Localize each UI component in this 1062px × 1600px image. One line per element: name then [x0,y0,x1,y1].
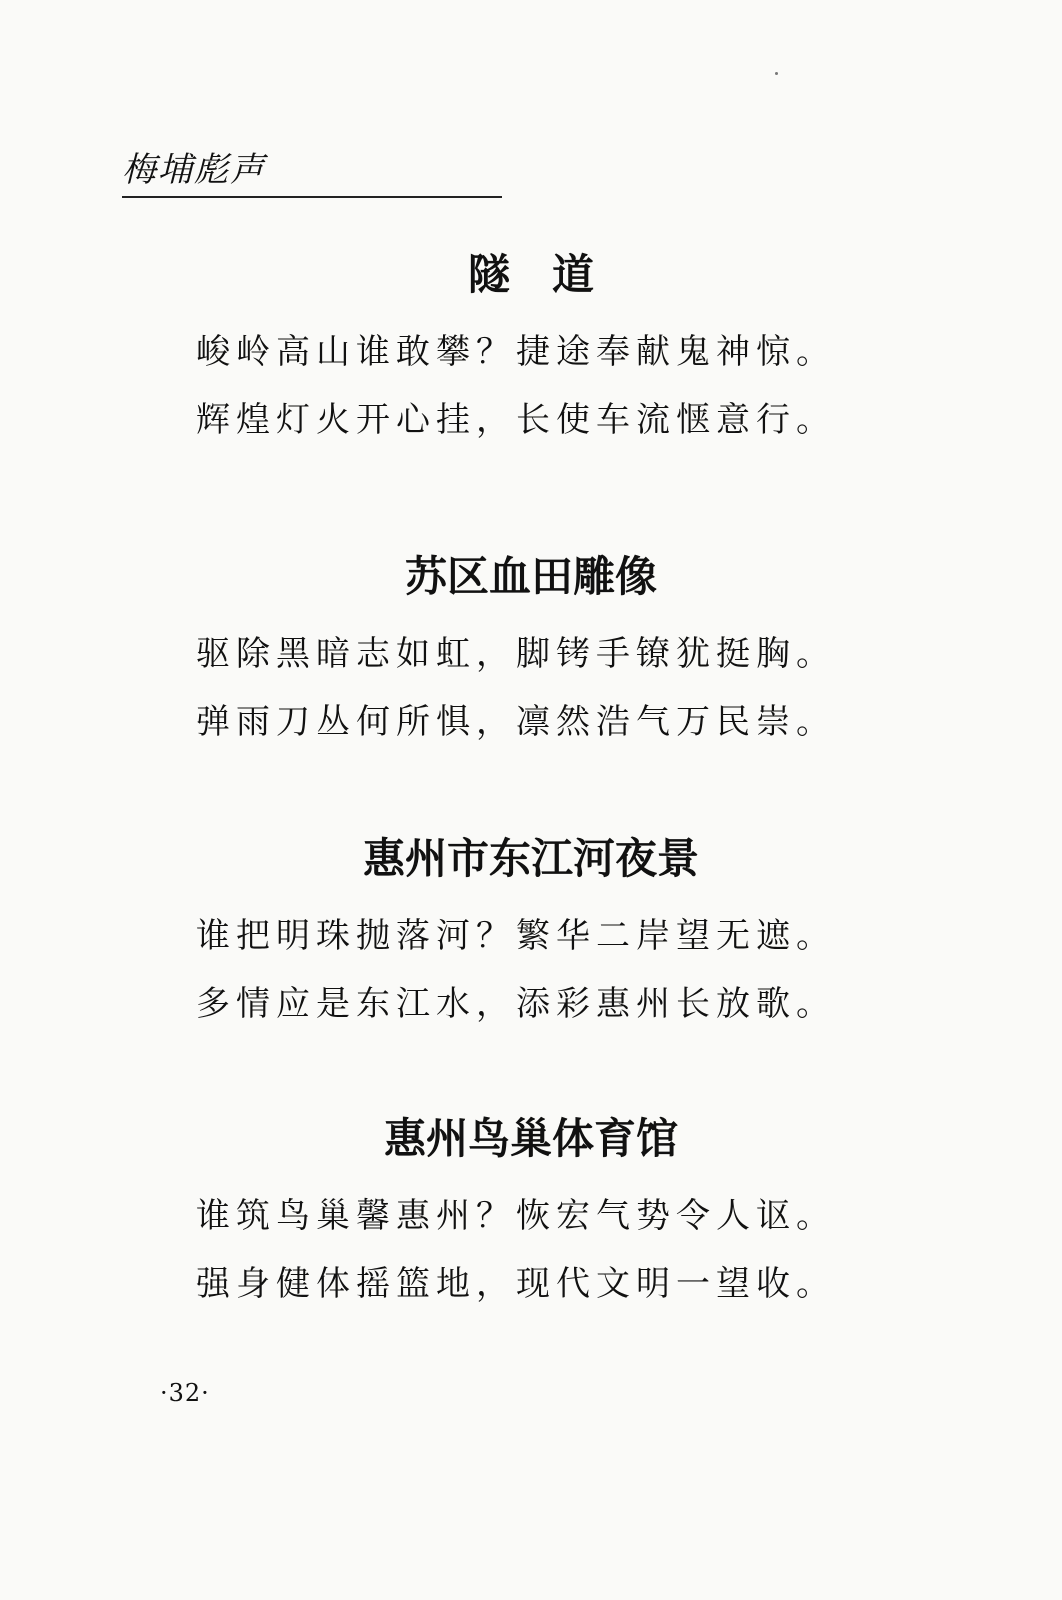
paper-speck [775,72,778,75]
poem-dongjiang-night-view [196,834,856,1024]
poem-tunnel [196,250,856,440]
header-rule [122,196,502,198]
poem-birds-nest-stadium [196,1114,856,1304]
poem-line: 驱除黑暗志如虹，脚铐手镣犹挺胸。 [196,634,836,674]
poem-title: 惠州鸟巢体育馆 [383,1114,678,1163]
poem-line: 谁把明珠抛落河？繁华二岸望无遮。 [196,916,836,956]
poem-soviet-area-statue [196,552,856,742]
book-title: 梅埔彪声 [122,150,266,190]
poem-line: 强身健体摇篮地，现代文明一望收。 [196,1264,836,1304]
poem-line: 辉煌灯火开心挂，长使车流惬意行。 [196,400,836,440]
poem-title: 苏区血田雕像 [404,552,657,601]
poem-line: 多情应是东江水，添彩惠州长放歌。 [196,984,836,1024]
poem-title: 隧 道 [467,250,594,299]
poem-line: 谁筑鸟巢馨惠州？恢宏气势令人讴。 [196,1196,836,1236]
poem-line: 峻岭高山谁敢攀？捷途奉献鬼神惊。 [196,332,836,372]
poem-line: 弹雨刀丛何所惧，凛然浩气万民崇。 [196,702,836,742]
poem-title: 惠州市东江河夜景 [362,834,699,883]
page-number: ·32· [160,1379,210,1407]
running-header [122,150,502,198]
